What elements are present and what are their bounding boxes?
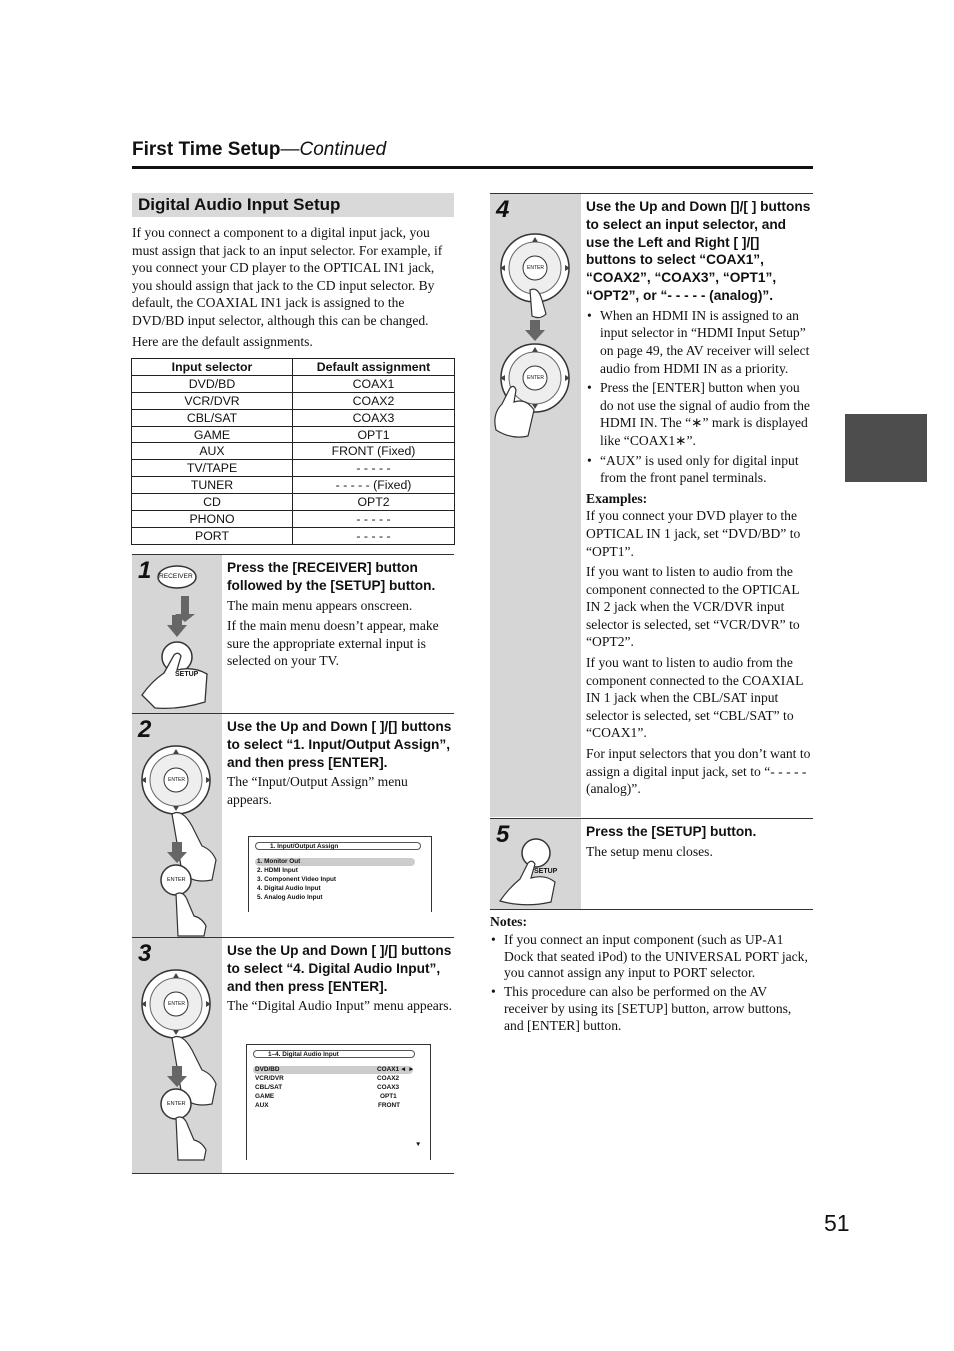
remote-hand-illustration xyxy=(132,938,222,1173)
step-4 xyxy=(490,193,813,817)
table-cell: PORT xyxy=(132,527,293,544)
notes-title: Notes: xyxy=(490,914,527,929)
chapter-tab xyxy=(845,414,927,482)
menu-item: 2. HDMI Input xyxy=(257,867,298,874)
example-paragraph: If you want to listen to audio from the component connected to the OPTICAL IN 2 jack when the VCR/DVR input selector is selected, set “VCR/DVR” to “OPT2”. xyxy=(586,564,800,650)
step-illustration xyxy=(132,555,222,713)
example-paragraph: If you connect your DVD player to the OPTICAL IN 1 jack, set “DVD/BD” to “OPT1”. xyxy=(586,508,801,559)
table-cell: COAX3 xyxy=(293,409,455,426)
onscreen-menu-digital-audio-input xyxy=(246,1044,431,1160)
table-cell: COAX1 xyxy=(293,375,455,392)
step-instruction: Press the [RECEIVER] button followed by the [SETUP] button. xyxy=(227,560,436,593)
selection-arrows-icon: ◄ ► xyxy=(400,1066,415,1073)
example-paragraph: If you want to listen to audio from the component connected to the COAXIAL IN 1 jack when the CBL/SAT input selector is selected, set “CBL/SAT” to “COAX1”. xyxy=(586,655,803,741)
table-cell: CD xyxy=(132,494,293,511)
step-number: 5 xyxy=(496,821,510,848)
step-paragraph: The “Input/Output Assign” menu appears. xyxy=(227,774,408,807)
scroll-down-icon: ▼ xyxy=(415,1141,422,1148)
step-text xyxy=(227,718,455,812)
note-item: • If you connect an input component (such as UP-A1 Dock that seated iPod) to the UNIVERSAL PORT jack, you cannot assign any input to PORT selector. xyxy=(504,932,813,982)
menu-item: 5. Analog Audio Input xyxy=(257,894,323,901)
menu-item: 1. Monitor Out xyxy=(257,858,301,865)
table-cell: VCR/DVR xyxy=(132,392,293,409)
example-paragraph: For input selectors that you don’t want to assign a digital input jack, set to “- - - - - (analog)”. xyxy=(586,746,811,797)
menu-title: 1. Input/Output Assign xyxy=(255,842,421,850)
step-paragraph: The “Digital Audio Input” menu appears. xyxy=(227,998,452,1014)
step-instruction: Press the [SETUP] button. xyxy=(586,824,757,839)
enter-button-label: ENTER xyxy=(168,777,185,783)
menu-row-value: FRONT xyxy=(378,1102,401,1109)
step-illustration xyxy=(132,714,222,937)
notes-list xyxy=(490,932,813,1035)
step-text xyxy=(227,942,455,1018)
table-cell: OPT2 xyxy=(293,494,455,511)
step-illustration xyxy=(490,819,581,910)
remote-hand-illustration xyxy=(490,194,581,817)
menu-row-label: VCR/DVR xyxy=(255,1075,284,1082)
remote-hand-illustration xyxy=(132,714,222,937)
table-cell: COAX2 xyxy=(293,392,455,409)
table-cell: FRONT (Fixed) xyxy=(293,443,455,460)
table-row xyxy=(132,477,455,494)
table-cell: PHONO xyxy=(132,511,293,528)
menu-row-value: COAX3 xyxy=(377,1084,400,1091)
table-row xyxy=(132,426,455,443)
step-text xyxy=(586,823,813,863)
table-cell: DVD/BD xyxy=(132,375,293,392)
step-paragraph: The setup menu closes. xyxy=(586,843,713,859)
enter-button-label: ENTER xyxy=(168,1001,185,1007)
enter-button-label: ENTER xyxy=(167,1101,186,1107)
step-text xyxy=(586,198,813,801)
receiver-button-label: RECEIVER xyxy=(159,573,193,580)
left-column-bottom-rule xyxy=(132,1173,454,1174)
table-row xyxy=(132,494,455,511)
enter-button-label: ENTER xyxy=(527,265,544,271)
table-header-row xyxy=(132,359,455,376)
enter-button-label: ENTER xyxy=(527,375,544,381)
step-instruction: Use the Up and Down [ ]/[] buttons to select “4. Digital Audio Input”, and then press [ENTER]. xyxy=(227,943,452,994)
header-rule xyxy=(132,166,813,169)
intro-text xyxy=(132,224,454,353)
enter-button-label: ENTER xyxy=(167,877,186,883)
menu-row-value: OPT1 xyxy=(380,1093,397,1100)
table-row xyxy=(132,375,455,392)
page-header xyxy=(132,139,386,161)
menu-row-label: DVD/BD xyxy=(255,1066,280,1073)
table-cell: GAME xyxy=(132,426,293,443)
step-2 xyxy=(132,713,454,937)
header-title: First Time Setup xyxy=(132,139,281,160)
bullet-item: • Press the [ENTER] button when you do not use the signal of audio from the HDMI IN. The “∗” mark is displayed like “COAX1∗”. xyxy=(600,379,813,449)
table-cell: - - - - - xyxy=(293,511,455,528)
step-5 xyxy=(490,818,813,910)
step-paragraph: If the main menu doesn’t appear, make sure the appropriate external input is selected on your TV. xyxy=(227,618,439,669)
step-bullets xyxy=(586,307,813,487)
right-column-bottom-rule xyxy=(490,909,813,910)
intro-paragraph: Here are the default assignments. xyxy=(132,333,313,349)
step-1 xyxy=(132,554,454,713)
step-number: 2 xyxy=(138,716,152,743)
menu-item: 3. Component Video Input xyxy=(257,876,337,883)
table-cell: - - - - - xyxy=(293,527,455,544)
table-cell: - - - - - (Fixed) xyxy=(293,477,455,494)
step-instruction: Use the Up and Down []/[ ] buttons to select an input selector, and use the Left and Right [ ]/[] buttons to select “COAX1”, “COAX2”, “COAX3”, “OPT1”, “OPT2”, or “- - - - - (analog)”. xyxy=(586,199,811,303)
step-number: 3 xyxy=(138,940,152,967)
note-item: • This procedure can also be performed on the AV receiver by using its [SETUP] button, arrow buttons, and [ENTER] button. xyxy=(504,984,813,1034)
menu-row-label: CBL/SAT xyxy=(255,1084,283,1091)
step-number: 1 xyxy=(138,557,152,584)
step-3 xyxy=(132,937,454,1173)
menu-row-value: COAX1 xyxy=(377,1066,400,1073)
page-number: 51 xyxy=(824,1210,850,1236)
menu-title: 1–4. Digital Audio Input xyxy=(253,1050,415,1058)
step-instruction: Use the Up and Down [ ]/[] buttons to select “1. Input/Output Assign”, and then press [ENTER]. xyxy=(227,719,452,770)
bullet-item: • “AUX” is used only for digital input from the front panel terminals. xyxy=(600,452,813,487)
table-row xyxy=(132,460,455,477)
section-title: Digital Audio Input Setup xyxy=(132,193,454,217)
menu-row-label: AUX xyxy=(255,1102,269,1109)
header-continued: —Continued xyxy=(280,139,387,160)
menu-row-value: COAX2 xyxy=(377,1075,400,1082)
table-row xyxy=(132,527,455,544)
step-number: 4 xyxy=(496,196,510,223)
notes xyxy=(490,914,813,1037)
menu-item: 4. Digital Audio Input xyxy=(257,885,321,892)
default-assignments-table xyxy=(131,358,455,545)
step-paragraph: The main menu appears onscreen. xyxy=(227,597,413,613)
remote-hand-illustration xyxy=(490,819,581,910)
table-cell: TUNER xyxy=(132,477,293,494)
menu-row-label: GAME xyxy=(255,1093,275,1100)
setup-button-label: SETUP xyxy=(534,868,558,875)
table-row xyxy=(132,392,455,409)
table-cell: - - - - - xyxy=(293,460,455,477)
step-illustration xyxy=(132,938,222,1173)
table-row xyxy=(132,409,455,426)
bullet-item: • When an HDMI IN is assigned to an input selector in “HDMI Input Setup” on page 49, the AV receiver will select audio from HDMI IN as a priority. xyxy=(600,307,813,377)
step-illustration xyxy=(490,194,581,817)
step-text xyxy=(227,559,455,673)
intro-paragraph: If you connect a component to a digital input jack, you must assign that jack to an input selector. For example, if you connect your CD player to the OPTICAL IN1 jack, you should assign that jack to the CD input selector. By default, the COAXIAL IN1 jack is assigned to the DVD/BD input selector, although this can be changed. xyxy=(132,225,443,328)
table-cell: TV/TAPE xyxy=(132,460,293,477)
table-cell: OPT1 xyxy=(293,426,455,443)
table-cell: CBL/SAT xyxy=(132,409,293,426)
onscreen-menu-input-output-assign xyxy=(248,836,432,912)
examples-title: Examples: xyxy=(586,490,648,506)
table-row xyxy=(132,511,455,528)
table-header-cell: Input selector xyxy=(132,359,293,376)
table-row xyxy=(132,443,455,460)
setup-button-label: SETUP xyxy=(175,671,199,678)
table-header-cell: Default assignment xyxy=(293,359,455,376)
table-cell: AUX xyxy=(132,443,293,460)
